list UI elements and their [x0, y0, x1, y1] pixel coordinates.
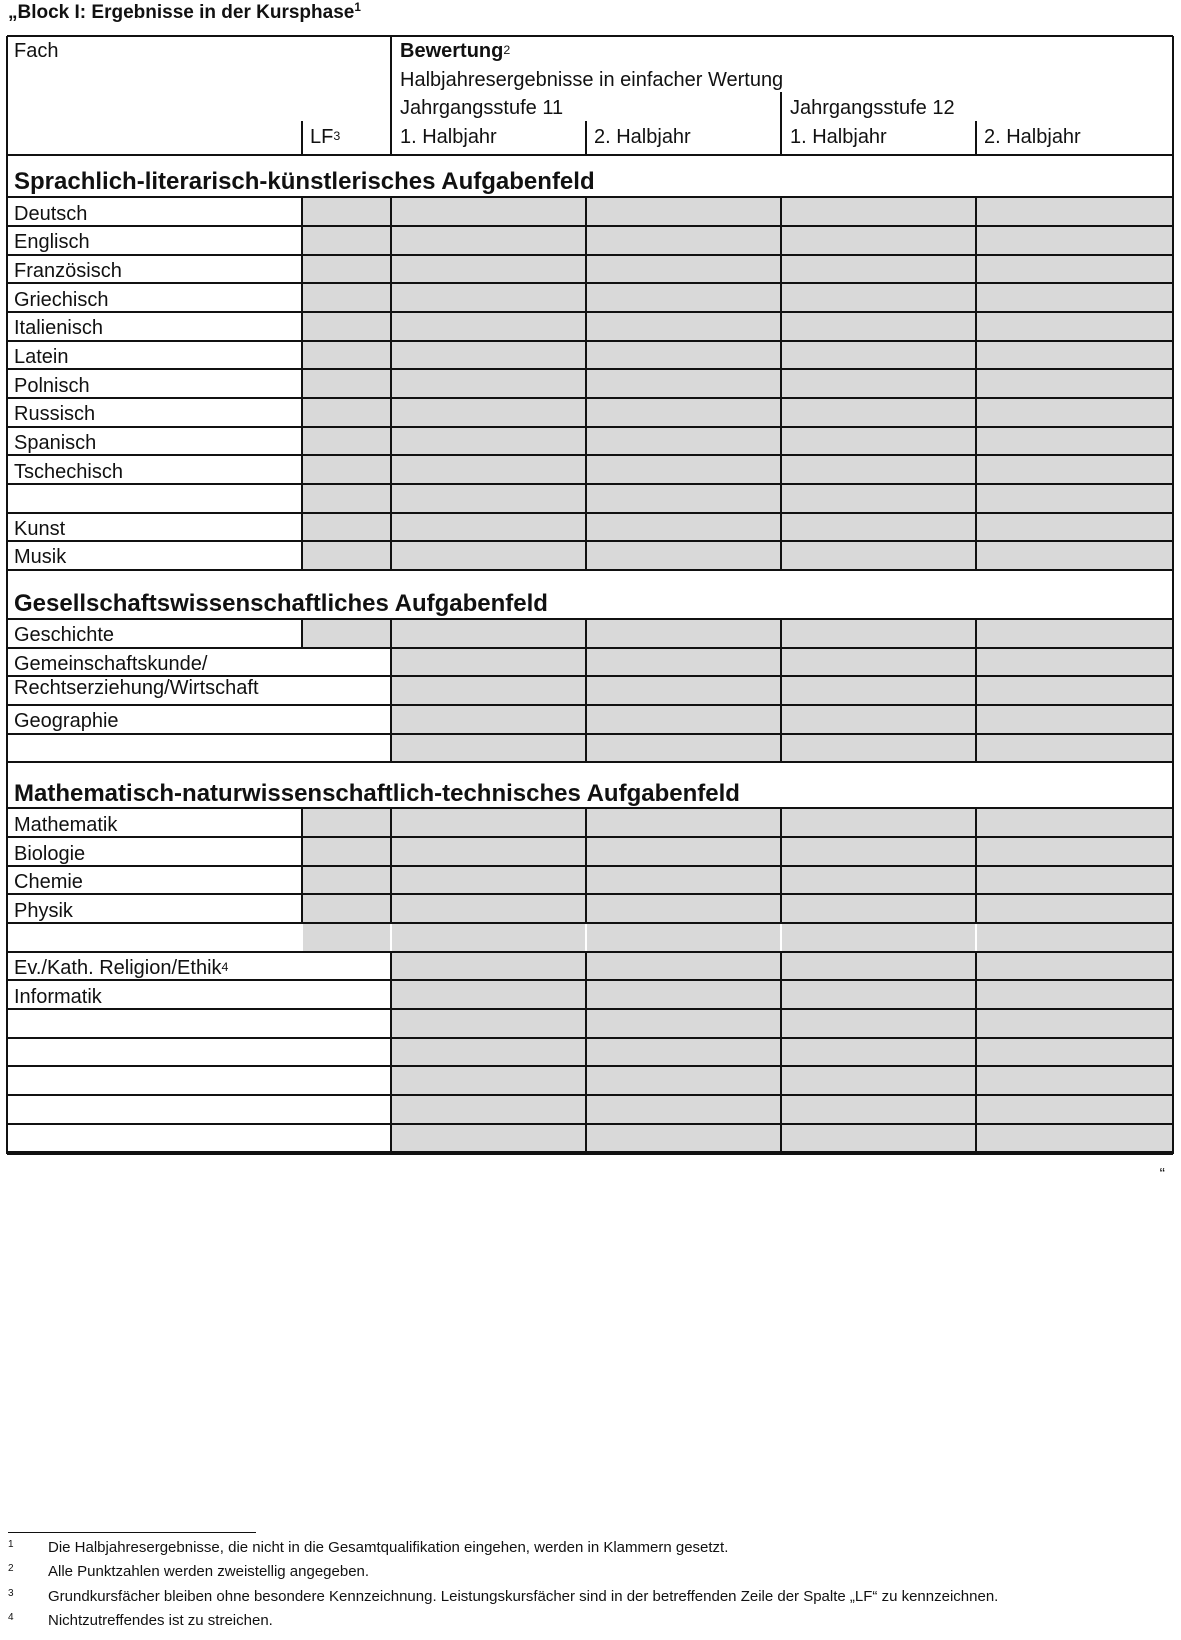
- grade-cell: [977, 284, 1172, 311]
- grade-cell: [587, 1039, 780, 1065]
- subject-latein: Latein: [14, 346, 69, 368]
- grade-cell: [392, 514, 585, 540]
- grade-cell: [782, 284, 975, 311]
- grade-cell: [587, 514, 780, 540]
- grade-cell: [977, 620, 1172, 647]
- grade-cell: [782, 370, 975, 397]
- grade-cell: [392, 542, 585, 569]
- grade-cell: [587, 895, 780, 922]
- grade-cell: [392, 284, 585, 311]
- grade-cell: [392, 924, 585, 951]
- grade-cell: [782, 1125, 975, 1151]
- grade-cell: [303, 198, 390, 225]
- grade-cell: [392, 485, 585, 512]
- grid-line: [7, 761, 1173, 763]
- grade-cell: [977, 313, 1172, 340]
- grade-cell: [782, 895, 975, 922]
- section-title-gesellschaft: Gesellschaftswissenschaftliches Aufgabenfeld: [14, 590, 548, 617]
- grade-cell: [587, 227, 780, 254]
- grade-cell: [587, 313, 780, 340]
- grade-cell: [587, 620, 780, 647]
- grade-cell: [977, 1096, 1172, 1123]
- grade-cell: [587, 924, 780, 951]
- grid-line: [780, 92, 782, 155]
- grade-cell: [303, 895, 390, 922]
- subject-polnisch: Polnisch: [14, 375, 90, 397]
- grade-cell: [977, 649, 1172, 675]
- grade-cell: [977, 456, 1172, 483]
- subject-biologie: Biologie: [14, 843, 86, 865]
- grade-cell: [392, 370, 585, 397]
- grade-cell: [977, 706, 1172, 733]
- grade-cell: [782, 1039, 975, 1065]
- grade-cell: [587, 735, 780, 761]
- subject-physik: Physik: [14, 900, 73, 922]
- header-jg12-halbjahr-2: 2. Halbjahr: [984, 126, 1081, 148]
- grade-cell: [392, 838, 585, 865]
- grade-cell: [977, 227, 1172, 254]
- grade-cell: [977, 953, 1172, 979]
- grade-cell: [303, 514, 390, 540]
- subject-rechtserziehung-wirtschaft: Rechtserziehung/Wirtschaft: [14, 677, 259, 699]
- grid-line: [7, 35, 1173, 37]
- grade-cell: [782, 1010, 975, 1037]
- grade-cell: [782, 514, 975, 540]
- grid-line: [7, 1153, 1173, 1155]
- grade-cell: [782, 1096, 975, 1123]
- grade-cell: [303, 284, 390, 311]
- subject-geschichte: Geschichte: [14, 624, 115, 646]
- subject-informatik: Informatik: [14, 986, 102, 1008]
- grade-cell: [977, 838, 1172, 865]
- footnote-rule: [8, 1532, 256, 1533]
- grade-cell: [977, 256, 1172, 282]
- grade-cell: [392, 620, 585, 647]
- subject-geographie: Geographie: [14, 710, 119, 732]
- subject-chemie: Chemie: [14, 871, 83, 893]
- grade-cell: [977, 342, 1172, 368]
- subject-gemeinschaftskunde: Gemeinschaftskunde/: [14, 653, 208, 675]
- grade-cell: [303, 227, 390, 254]
- grade-cell: [303, 485, 390, 512]
- grade-cell: [392, 1039, 585, 1065]
- grade-cell: [587, 867, 780, 893]
- grade-cell: [782, 227, 975, 254]
- grade-cell: [782, 867, 975, 893]
- grade-cell: [977, 370, 1172, 397]
- grade-cell: [392, 227, 585, 254]
- grade-cell: [392, 256, 585, 282]
- grade-cell: [303, 342, 390, 368]
- header-jg12-halbjahr-1: 1. Halbjahr: [790, 126, 887, 148]
- grid-line: [7, 569, 1173, 571]
- grid-line: [301, 121, 303, 155]
- subject-englisch: Englisch: [14, 231, 90, 253]
- grade-cell: [587, 198, 780, 225]
- grade-cell: [782, 677, 975, 704]
- header-lf: $LF^3$: [310, 126, 341, 148]
- grade-cell: [782, 456, 975, 483]
- grade-cell: [977, 1067, 1172, 1094]
- grade-cell: [392, 953, 585, 979]
- grade-cell: [977, 514, 1172, 540]
- closing-quote: “: [1159, 1166, 1165, 1183]
- grade-cell: [782, 838, 975, 865]
- grid-line: [585, 121, 587, 155]
- grade-cell: [587, 953, 780, 979]
- header-fach: Fach: [14, 40, 59, 62]
- grade-cell: [587, 542, 780, 569]
- grade-cell: [392, 399, 585, 426]
- grade-cell: [587, 838, 780, 865]
- grade-cell: [392, 1010, 585, 1037]
- subject-italienisch: Italienisch: [14, 317, 103, 339]
- grade-cell: [782, 924, 975, 951]
- grade-cell: [303, 370, 390, 397]
- grade-cell: [782, 428, 975, 454]
- grade-cell: [977, 428, 1172, 454]
- grade-cell: [782, 620, 975, 647]
- grade-cell: [782, 706, 975, 733]
- grade-cell: [392, 1067, 585, 1094]
- grade-cell: [303, 456, 390, 483]
- grade-cell: [392, 342, 585, 368]
- subject-deutsch: Deutsch: [14, 203, 88, 225]
- subject-spanisch: Spanisch: [14, 432, 97, 454]
- grid-line: [975, 121, 977, 155]
- header-jahrgangsstufe-11: Jahrgangsstufe 11: [400, 97, 564, 119]
- grade-cell: [303, 924, 390, 951]
- header-halbjahresergebnisse: Halbjahresergebnisse in einfacher Wertung: [400, 69, 784, 91]
- grade-cell: [587, 706, 780, 733]
- grade-cell: [782, 542, 975, 569]
- grade-cell: [587, 485, 780, 512]
- grade-cell: [977, 1039, 1172, 1065]
- grade-cell: [782, 953, 975, 979]
- grade-cell: [977, 735, 1172, 761]
- grade-cell: [977, 198, 1172, 225]
- grade-cell: [392, 809, 585, 836]
- subject-religion-ethik: Ev./Kath. Religion/Ethik$^4$: [14, 957, 229, 979]
- grade-cell: [303, 399, 390, 426]
- grade-cell: [392, 1125, 585, 1151]
- grid-line: [7, 154, 1173, 156]
- subject-kunst: Kunst: [14, 518, 66, 540]
- grade-cell: [392, 867, 585, 893]
- subject-mathematik: Mathematik: [14, 814, 118, 836]
- grade-cell: [587, 342, 780, 368]
- grade-cell: [782, 342, 975, 368]
- grade-cell: [587, 981, 780, 1008]
- grade-cell: [587, 428, 780, 454]
- grid-line: [390, 36, 392, 155]
- grade-cell: [977, 981, 1172, 1008]
- grade-cell: [782, 735, 975, 761]
- grade-cell: [587, 284, 780, 311]
- grade-cell: [587, 1010, 780, 1037]
- grade-cell: [392, 1096, 585, 1123]
- grade-cell: [392, 677, 585, 704]
- grade-cell: [303, 256, 390, 282]
- grade-cell: [782, 649, 975, 675]
- grade-cell: [392, 981, 585, 1008]
- subject-tschechisch: Tschechisch: [14, 461, 123, 483]
- grade-cell: [977, 809, 1172, 836]
- grid-line: [1172, 36, 1174, 1154]
- grade-cell: [392, 735, 585, 761]
- grade-cell: [782, 485, 975, 512]
- grade-cell: [392, 428, 585, 454]
- grade-cell: [587, 399, 780, 426]
- subject-russisch: Russisch: [14, 403, 96, 425]
- grade-cell: [303, 542, 390, 569]
- header-bewertung: Bewertung$^2$: [400, 40, 511, 62]
- grade-cell: [782, 399, 975, 426]
- grade-cell: [782, 809, 975, 836]
- grade-cell: [977, 399, 1172, 426]
- grade-cell: [392, 649, 585, 675]
- grade-cell: [782, 313, 975, 340]
- grade-cell: [392, 456, 585, 483]
- grade-cell: [977, 924, 1172, 951]
- grade-cell: [392, 706, 585, 733]
- section-title-sprachlich: Sprachlich-literarisch-künstlerisches Aufgabenfeld: [14, 168, 595, 195]
- grade-cell: [303, 867, 390, 893]
- grid-line: [6, 36, 8, 1154]
- grade-cell: [587, 456, 780, 483]
- grade-cell: [587, 1067, 780, 1094]
- grade-cell: [587, 1125, 780, 1151]
- grade-cell: [782, 1067, 975, 1094]
- header-jg11-halbjahr-2: 2. Halbjahr: [594, 126, 691, 148]
- grade-cell: [587, 1096, 780, 1123]
- grade-cell: [303, 428, 390, 454]
- grade-cell: [977, 485, 1172, 512]
- subject-franzoesisch: Französisch: [14, 260, 122, 282]
- grade-cell: [977, 542, 1172, 569]
- grade-cell: [977, 1125, 1172, 1151]
- grade-cell: [587, 370, 780, 397]
- subject-musik: Musik: [14, 546, 67, 568]
- grade-cell: [782, 256, 975, 282]
- grade-cell: [977, 1010, 1172, 1037]
- grade-cell: [782, 198, 975, 225]
- grade-cell: [977, 677, 1172, 704]
- grade-cell: [782, 981, 975, 1008]
- subject-griechisch: Griechisch: [14, 289, 109, 311]
- block-title: „Block I: Ergebnisse in der Kursphase$^1$: [8, 1, 361, 23]
- grade-cell: [303, 838, 390, 865]
- grade-cell: [977, 895, 1172, 922]
- grade-cell: [587, 256, 780, 282]
- grade-cell: [303, 313, 390, 340]
- grade-cell: [303, 620, 390, 647]
- grade-cell: [587, 649, 780, 675]
- grade-cell: [587, 809, 780, 836]
- grade-cell: [392, 313, 585, 340]
- grade-cell: [392, 198, 585, 225]
- section-title-mathematik: Mathematisch-naturwissenschaftlich-technisches Aufgabenfeld: [14, 780, 740, 807]
- grade-cell: [392, 895, 585, 922]
- grade-cell: [587, 677, 780, 704]
- grade-cell: [303, 809, 390, 836]
- grade-cell: [977, 867, 1172, 893]
- header-jahrgangsstufe-12: Jahrgangsstufe 12: [790, 97, 955, 119]
- header-jg11-halbjahr-1: 1. Halbjahr: [400, 126, 497, 148]
